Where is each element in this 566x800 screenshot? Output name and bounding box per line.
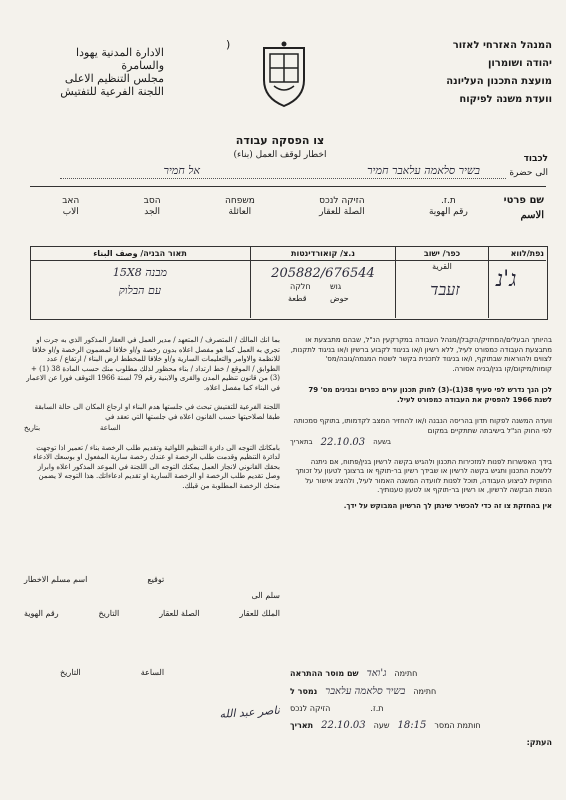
ar-date-label: بتاريخ	[24, 424, 41, 432]
title-ar: اخطار لوقف العمل (بناء)	[233, 150, 327, 160]
personal-col-ar: العائلة	[228, 207, 252, 217]
footer-receiver-label: נמסר ל	[290, 687, 318, 696]
village-label: כפר/ ישוב	[423, 249, 461, 258]
receiver-relation-label: الصلة للعقار	[159, 609, 200, 618]
footer-hour-label: שעה	[373, 721, 390, 730]
personal-col-ar: رقم الهوية	[428, 207, 468, 217]
footer-ar-hour: الساعة	[140, 668, 165, 677]
he-para-1: בהיותך הבעלים/המחזיק/הקבלן/מנהל העבודה במקרקעין הנ"ל, שבהם מתבצעת או מתבצעת העבודה כמפורט לעיל, ללא רשיון ו/או בניגוד לקבוע ברשיון ו/או בניגוד לתקנות, לצווים ולהוראות שבתוקף, ו/או בניגוד לתכנית בקשר לשטח המגמה/גובה/מס' קומות/מיקום/קו בנין/בניה אסורה.	[290, 336, 552, 373]
header-ar-line: مجلس التنظيم الاعلى	[64, 72, 164, 85]
footer-relation-label: הזיקה לנכס	[290, 704, 331, 713]
addressee-name: בשיר סלאמה עלאבר חמיר	[367, 164, 480, 177]
page-mark: )	[226, 38, 231, 51]
village-ar: القرية	[432, 262, 452, 271]
building-value: מבנה 15X8	[112, 266, 168, 279]
footer-id-label: ת.ז.	[370, 704, 384, 713]
personal-col-he: ת.ז.	[441, 196, 456, 206]
footer-server-label: שם מוסר ההתראה	[290, 669, 359, 678]
personal-col-ar: الجد	[144, 207, 161, 217]
footer-hour-value: 18:15	[397, 720, 427, 731]
emblem-logo	[256, 40, 312, 108]
he-para-3: וועדה המשנה לפקוח תדון בהריסה הנבנה ו/או להחזיר המצב לקדמותו, בתוקף סמכותה לפי החוק הנ"ל בישיבתה שתתקיים במקום	[293, 417, 552, 435]
he-para-2: לכן הנך נדרש לפי סעיף 38(1)-(3) לחוק תכנון ערים כפרים ובנינים מס' 79 לשנת 1966 להפסיק את העבודה כמפורט לעיל.	[308, 386, 552, 404]
he-para-4: בידך האפשרות לפנות למזכירות התכנון ולהגיש בקשה לרשיון בנין/פתוח, אם ניתנה ללשכת התכנון ותגיש בקשה לרשיון או שבידך רשיון בר-תוקף או ברצונך לטעון על זכותך החוקית לביצוע העבודה, תוכל לפנות לוועדה המשנה האמור לעיל, ולהציג אישור על הגשת הבקשה לרשיון, או רשיון בר-תוקף או לטעון טענותיך.	[295, 457, 552, 494]
footer-stamp-label: חותמת המסר	[434, 721, 481, 730]
footer-server-value: ג'ואד	[366, 668, 387, 679]
ar-hour-label: الساعة	[100, 424, 121, 432]
ar-para-2: اللجنة الفرعية للتفتيش تبحث في جلستها هدم البناء او ارجاع المكان الى حالة السابقة طبقا لصلاحيتها حسب القانون اعلاه في جلستها التي تعقد في	[34, 403, 280, 421]
footer-date-value: 22.10.03	[321, 720, 366, 731]
building-label: תאור הבניה/ وصف البناء	[93, 249, 187, 258]
header-he-line: וועדת משנה לפיקוח	[459, 94, 552, 105]
building-value-2: עם הבלוק	[118, 284, 162, 297]
parcel-label: חלקה	[290, 282, 311, 291]
district-label: נפת/לווא	[510, 249, 544, 258]
footer-sign-label: חתימה	[394, 669, 418, 678]
parcel-ar: قطعة	[288, 294, 307, 303]
personal-label-ar: الاسم	[520, 210, 544, 221]
header-he-line: המנהל האזרחי לאזור	[452, 40, 552, 51]
personal-label-he: שם פרטי	[503, 195, 544, 206]
personal-col-he: האב	[62, 196, 80, 206]
receiver-to-label: سلم الى	[251, 591, 280, 600]
block-ar: حوض	[330, 294, 349, 303]
he-hour-label: בשעה	[373, 438, 392, 446]
receiver-id-label: رقم الهوية	[24, 609, 59, 618]
footer-ar-date: التاريخ	[60, 668, 81, 677]
receiver-owner-label: الملك للعقار	[239, 609, 280, 618]
header-ar-line: الادارة المدنية يهودا	[76, 46, 164, 59]
personal-col-ar: الاب	[62, 207, 79, 217]
footer-ar-handwriting: ناصر عبد الله	[219, 703, 281, 721]
block-label: גוש	[330, 282, 342, 291]
addressee-label-ar: الى حضرة	[509, 168, 548, 178]
title-he: צו הפסקה עבודה	[235, 134, 325, 147]
addressee-label-he: לכבוד	[523, 154, 548, 164]
district-value: ג'נ	[496, 267, 517, 292]
receiver-date-label: التاريخ	[98, 609, 120, 618]
header-ar-line: اللجنة الفرعية للتفتيش	[60, 85, 164, 98]
footer-receiver-value: בשיר סלאמה עלאבר	[325, 686, 406, 697]
personal-col-he: משפחה	[224, 196, 255, 206]
coords-value: 205882/676544	[271, 266, 375, 281]
village-value: זעבד	[430, 280, 460, 299]
header-he-line: מועצת התכנון העליונה	[446, 76, 552, 87]
he-para-5: אין בהחזקת צו זה כדי להכשיר שינתן לך הרשיון המבוקש על ידך.	[343, 501, 552, 510]
he-date-value: 22.10.03	[320, 437, 366, 448]
header-he-line: יהודה ושומרון	[487, 58, 552, 69]
ar-para-1: بما انك المالك / المتصرف / المتعهد / مدير العمل في العقار المذكور الذي به جرت او تجري به العمل كما هو مفصل اعلاه بدون رخصة و/او خلافا لمضمون الرخصة و/او خلافا للانظمة والاوامر والتعليمات السارية و/او خلافا للمخطط ارض البناء / ارتفاع / عدد الطوابق / الموقع / خط ارتداد / بناء محظور لذلك مطلوب منك حسب المادة 38 (1) + (3) من قانون تنظيم المدن والقرى والابنية رقم 79 لسنة 1966 التوقف فورا عن الاعمار في البناء كما مفصل اعلاه.	[26, 336, 280, 392]
personal-col-he: הסב	[143, 196, 161, 206]
personal-col-he: הזיקה לנכס	[319, 196, 365, 206]
footer-date-label: תאריך	[290, 721, 314, 730]
addressee-extra: אל חמיר	[163, 164, 200, 177]
personal-col-ar: الصلة للعقار	[319, 207, 365, 217]
footer-copy-label: העתק:	[526, 738, 552, 747]
he-date-label: בתאריך	[290, 438, 313, 446]
receiver-name-label: اسم مسلم الاخطار	[24, 575, 88, 584]
footer-receiver-sign-label: חתימה	[413, 687, 437, 696]
receiver-sign-label: توقيع	[147, 575, 165, 584]
ar-para-3: بامكانك التوجه الى دائرة التنظيم اللوائية وتقديم طلب الرخصة بناء / تعمير اذا توجهت لدائرة التنظيم وقدمت طلب الرخصة او عندك رخصة سارية المفعول او بوسعك الادعاء بحقك القانوني لانجاز العمل يمكنك التوجه الى اللجنة في الموعد المذكور اعلاه وابراز وصل تقديم طلب الرخصة او الرخصة السارية او تقديم ادعاءاتك. هذا التوجه لا يضمن منحك الرخصة المطلوبة من قبلك.	[33, 443, 280, 490]
coords-label: נ.צ/ קואורדינטות	[291, 249, 355, 258]
header-ar-line: والسامرة	[121, 59, 164, 72]
